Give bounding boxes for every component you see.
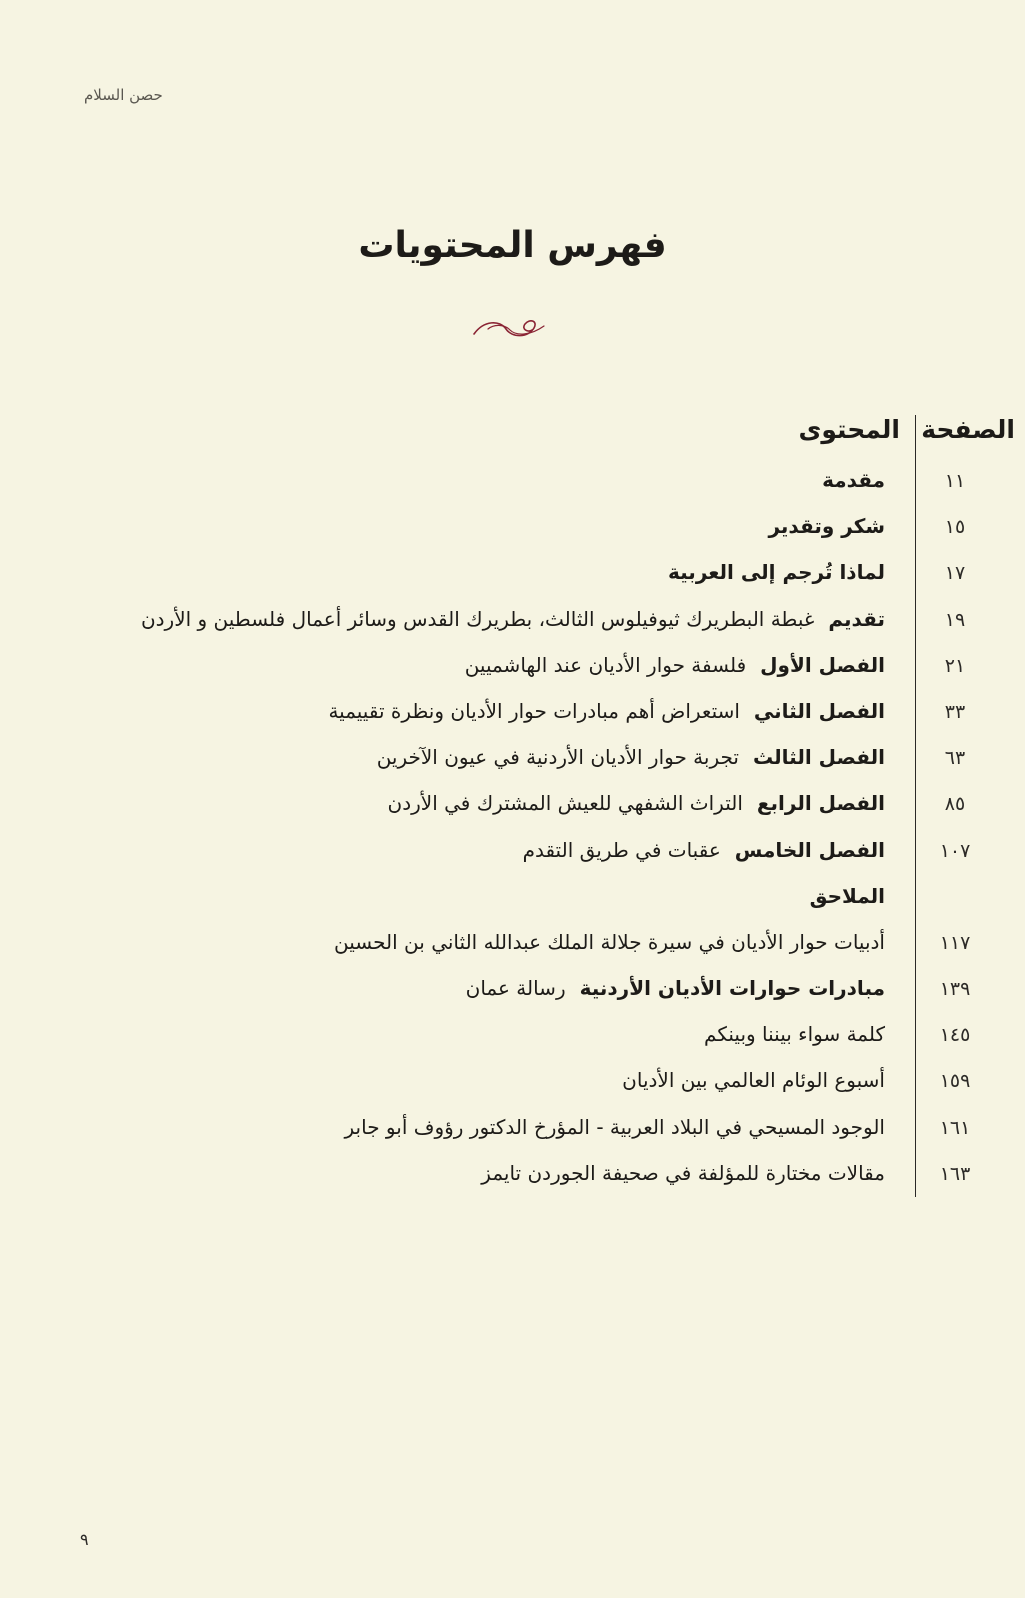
toc-entry-page: ١٥ [944,516,966,539]
toc-entry-description: كلمة سواء بيننا وبينكم [704,1022,885,1047]
toc-entry-page: ٨٥ [944,793,966,816]
toc-entry [0,1157,1025,1203]
toc-entry [0,510,1025,556]
running-header: حصن السلام [84,86,163,104]
toc-entry-text [622,1068,885,1092]
toc-entry [0,556,1025,602]
toc-entry-label: لماذا تُرجم إلى العربية [668,560,885,585]
page-number: ٩ [80,1530,89,1549]
toc-entry [0,1018,1025,1064]
toc-entry-page: ١٩ [944,608,966,631]
toc-header [0,415,1025,455]
toc-entry-text [334,930,885,954]
toc-entry-page: ١١ [944,470,966,492]
toc-entry-text [704,1022,885,1046]
toc-entry-text [345,1115,886,1139]
toc-entry-description: عقبات في طريق التقدم [522,837,721,862]
toc-entry-text [388,791,885,815]
toc-entry [0,972,1025,1018]
toc-entry-page: ١١٧ [939,931,971,954]
toc-entry [0,649,1025,695]
toc-entry-label: مقدمة [822,468,885,492]
toc-entry-page: ١٠٧ [939,839,971,862]
toc-entry-text [377,745,885,769]
toc-entry-description: أدبيات حوار الأديان في سيرة جلالة الملك عبدالله الثاني بن الحسين [334,929,885,954]
toc-entry-label: الملاحق [809,883,885,908]
toc-entry [0,1064,1025,1110]
toc-entry-text [466,976,885,1000]
toc-entry [0,603,1025,649]
toc-entry-description: استعراض أهم مبادرات حوار الأديان ونظرة تقييمية [328,698,740,723]
toc-entry-text [668,560,885,584]
toc-entry-label: الفصل الأول [760,652,885,677]
toc-entry-text [768,514,885,538]
toc-entry-description: غبطة البطريرك ثيوفيلوس الثالث، بطريرك القدس وسائر أعمال فلسطين و الأردن [140,606,815,631]
toc-entry-text [465,653,885,677]
toc-entry-page: ١٧ [944,562,966,585]
toc-entry-label: الفصل الثاني [753,698,885,723]
toc-entry-description: أسبوع الوئام العالمي بين الأديان [622,1068,885,1093]
toc-entry-text [822,468,885,492]
toc-entry-label: تقديم [828,606,885,631]
toc-entry-page: ١٦١ [939,1116,971,1139]
toc-entry-page: ١٤٥ [939,1024,971,1047]
toc-entry [0,464,1025,510]
column-header-page: الصفحة [921,415,1015,444]
toc-entry-description: رسالة عمان [465,976,566,1001]
toc-entry-page: ١٦٣ [939,1162,971,1185]
column-header-content: المحتوى [798,415,900,444]
toc-entry [0,741,1025,787]
toc-entry-page: ٢١ [944,654,966,677]
toc-entry-description: مقالات مختارة للمؤلفة في صحيفة الجوردن تايمز [481,1160,885,1185]
page-title: فهرس المحتويات [358,225,667,266]
toc-entry-page: ١٣٩ [939,978,971,1001]
toc-entry-label: الفصل الثالث [752,745,885,770]
toc-entry-description: تجربة حوار الأديان الأردنية في عيون الآخرين [376,745,739,770]
toc-entry-label: الفصل الرابع [756,791,885,816]
toc-entry-label: الفصل الخامس [734,837,885,862]
toc-entry [0,834,1025,880]
toc-entry-page: ١٥٩ [939,1070,971,1093]
toc-entry-text [523,838,885,862]
toc-entry-text [328,699,885,723]
toc-list [0,464,1025,1203]
toc-entry-description: الوجود المسيحي في البلاد العربية - المؤرخ الدكتور رؤوف أبو جابر [344,1114,885,1139]
decorative-flourish-icon [470,316,550,342]
toc-entry-description: التراث الشفهي للعيش المشترك في الأردن [387,791,743,816]
toc-entry-page: ٣٣ [944,700,966,723]
toc-entry-page: ٦٣ [944,747,966,770]
toc-entry-label: مبادرات حوارات الأديان الأردنية [579,976,885,1001]
toc-entry [0,787,1025,833]
toc-entry [0,880,1025,926]
toc-entry [0,695,1025,741]
toc-entry-text [810,884,885,908]
toc-entry-text [141,607,885,631]
toc-entry [0,926,1025,972]
toc-entry-text [481,1161,885,1185]
toc-entry-label: شكر وتقدير [768,514,885,539]
toc-entry [0,1111,1025,1157]
toc-entry-description: فلسفة حوار الأديان عند الهاشميين [464,652,747,677]
